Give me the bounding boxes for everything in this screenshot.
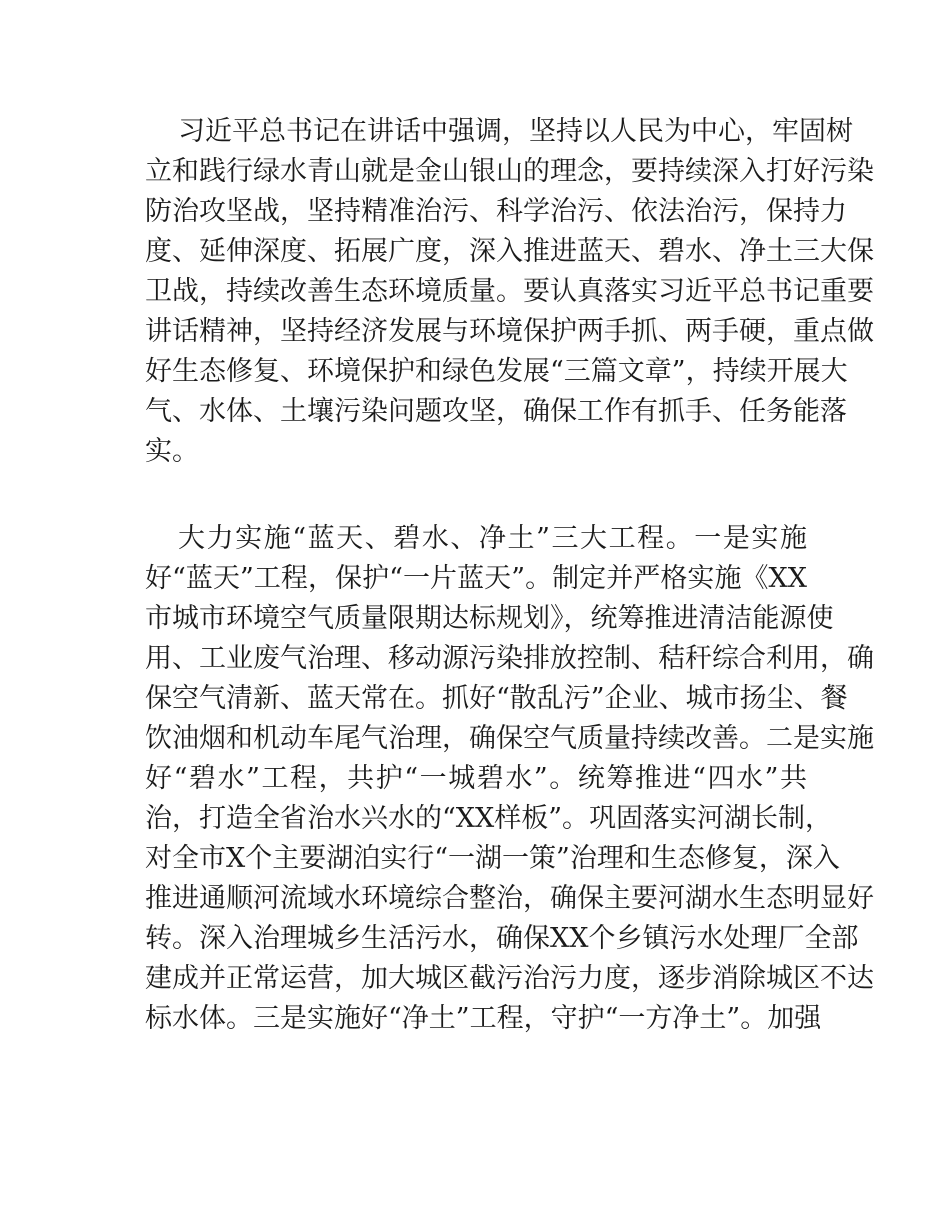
paragraph-2-line-6: 饮油烟和机动车尾气治理，确保空气质量持续改善。二是实施 — [145, 723, 874, 754]
paragraph-2-line-7: 好“碧水”工程，共护“一城碧水”。统筹推进“四水”共 — [145, 763, 807, 794]
paragraph-1-line-5: 卫战，持续改善生态环境质量。要认真落实习近平总书记重要 — [145, 276, 874, 307]
paragraph-2-line-1: 大力实施“蓝天、碧水、净土”三大工程。一是实施 — [178, 523, 807, 554]
paragraph-2-line-5: 保空气清新、蓝天常在。抓好“散乱污”企业、城市扬尘、餐 — [145, 683, 848, 714]
paragraph-2-line-13: 标水体。三是实施好“净土”工程，守护“一方净土”。加强 — [145, 1003, 822, 1034]
paragraph-1-line-4: 度、延伸深度、拓展广度，深入推进蓝天、碧水、净土三大保 — [145, 236, 874, 267]
paragraph-1-line-8: 气、水体、土壤污染问题攻坚，确保工作有抓手、任务能落 — [145, 396, 847, 427]
paragraph-2-line-3: 市城市环境空气质量限期达标规划》，统筹推进清洁能源使 — [145, 603, 834, 634]
paragraph-1-line-3: 防治攻坚战，坚持精准治污、科学治污、依法治污，保持力 — [145, 196, 847, 227]
paragraph-1-line-9: 实。 — [145, 436, 199, 467]
paragraph-1-line-1: 习近平总书记在讲话中强调，坚持以人民为中心，牢固树 — [178, 116, 853, 147]
paragraph-2-line-2: 好“蓝天”工程，保护“一片蓝天”。制定并严格实施《XX — [145, 563, 807, 594]
paragraph-2-line-10: 推进通顺河流域水环境综合整治，确保主要河湖水生态明显好 — [145, 883, 874, 914]
paragraph-2-line-12: 建成并正常运营，加大城区截污治污力度，逐步消除城区不达 — [145, 963, 874, 994]
paragraph-2-line-4: 用、工业废气治理、移动源污染排放控制、秸秆综合利用，确 — [145, 643, 874, 674]
paragraph-1-line-7: 好生态修复、环境保护和绿色发展“三篇文章”，持续开展大 — [145, 356, 848, 387]
paragraph-2-line-11: 转。深入治理城乡生活污水，确保XX个乡镇污水处理厂全部 — [145, 923, 859, 954]
paragraph-1-line-6: 讲话精神，坚持经济发展与环境保护两手抓、两手硬，重点做 — [145, 316, 874, 347]
paragraph-2-line-8: 治，打造全省治水兴水的“XX样板”。巩固落实河湖长制， — [145, 803, 833, 834]
paragraph-2-line-9: 对全市X个主要湖泊实行“一湖一策”治理和生态修复，深入 — [145, 843, 840, 874]
paragraph-1-line-2: 立和践行绿水青山就是金山银山的理念，要持续深入打好污染 — [145, 156, 874, 187]
